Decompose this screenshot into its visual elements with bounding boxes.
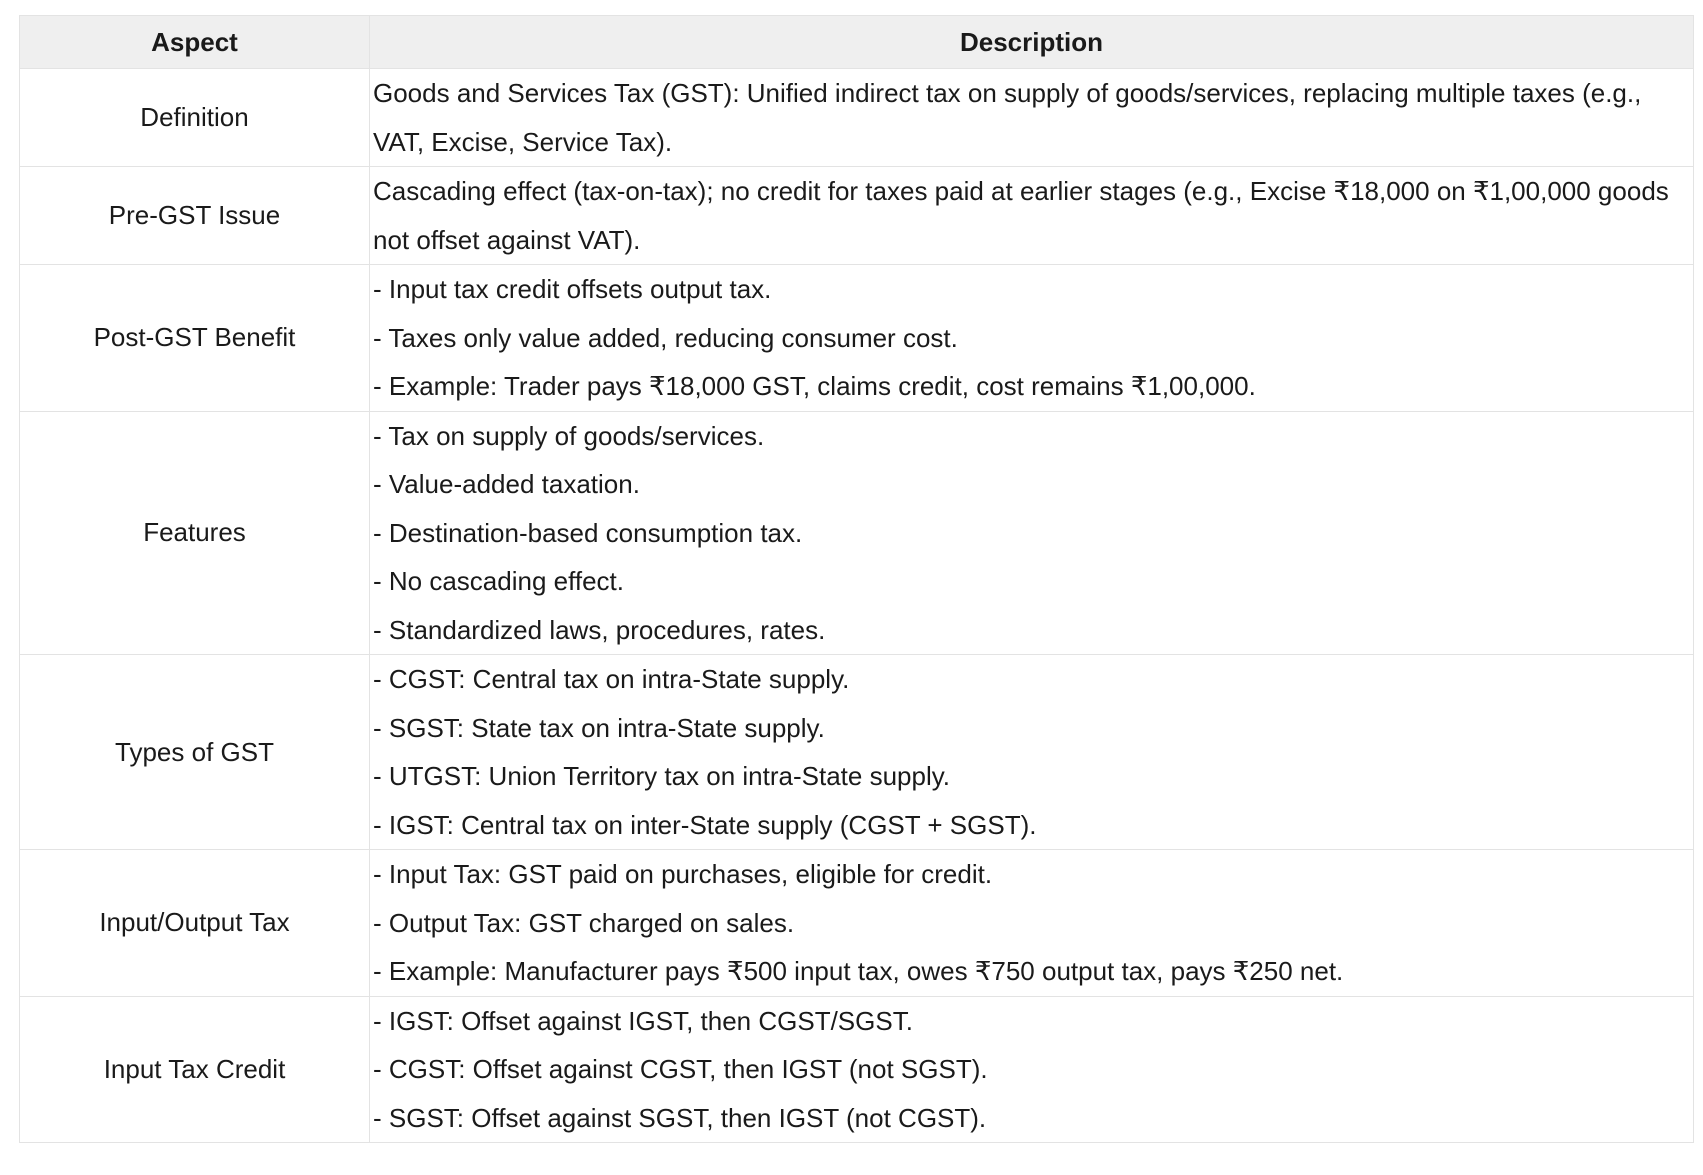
row-description (370, 850, 1694, 997)
description-line: Cascading effect (tax-on-tax); no credit for taxes paid at earlier stages (e.g., Excise ₹18,000 on ₹1,00,000 goods not offset against VAT). (373, 176, 1669, 255)
row-aspect: Post-GST Benefit (20, 265, 370, 412)
description-line: - CGST: Central tax on intra-State supply. (373, 664, 850, 694)
table-row (20, 167, 1694, 265)
row-aspect: Types of GST (20, 655, 370, 850)
header-description: Description (370, 16, 1694, 69)
row-description (370, 167, 1694, 265)
description-line: - Standardized laws, procedures, rates. (373, 614, 826, 645)
table-row (20, 655, 1694, 850)
table-row (20, 265, 1694, 412)
description-line: - Example: Trader pays ₹18,000 GST, claims credit, cost remains ₹1,00,000. (373, 371, 1256, 401)
row-description (370, 655, 1694, 850)
description-line: - SGST: Offset against SGST, then IGST (not CGST). (373, 1102, 987, 1133)
row-description (370, 69, 1694, 167)
table-header-row (20, 16, 1694, 69)
description-line: - No cascading effect. (373, 566, 624, 596)
description-line: - Input Tax: GST paid on purchases, eligible for credit. (373, 859, 993, 889)
description-line: - UTGST: Union Territory tax on intra-State supply. (373, 761, 951, 791)
description-line: Goods and Services Tax (GST): Unified indirect tax on supply of goods/services, replacing multiple taxes (e.g., VAT, Excise, Service Tax). (373, 78, 1642, 157)
row-aspect: Input Tax Credit (20, 996, 370, 1143)
row-description (370, 996, 1694, 1143)
table-row (20, 996, 1694, 1143)
row-aspect: Input/Output Tax (20, 850, 370, 997)
row-aspect: Features (20, 411, 370, 655)
row-description (370, 411, 1694, 655)
description-line: - Example: Manufacturer pays ₹500 input tax, owes ₹750 output tax, pays ₹250 net. (373, 956, 1344, 986)
description-line: - Value-added taxation. (373, 469, 640, 499)
row-description (370, 265, 1694, 412)
table-row (20, 411, 1694, 655)
gst-table-container (19, 15, 1693, 1143)
description-line: - SGST: State tax on intra-State supply. (373, 712, 825, 743)
gst-table (19, 15, 1694, 1143)
row-aspect: Pre-GST Issue (20, 167, 370, 265)
table-row (20, 69, 1694, 167)
row-aspect: Definition (20, 69, 370, 167)
description-line: - CGST: Offset against CGST, then IGST (not SGST). (373, 1054, 988, 1084)
description-line: - IGST: Central tax on inter-State supply (CGST + SGST). (373, 809, 1037, 840)
description-line: - Destination-based consumption tax. (373, 517, 803, 548)
description-line: - Taxes only value added, reducing consumer cost. (373, 322, 958, 353)
description-line: - Output Tax: GST charged on sales. (373, 907, 795, 938)
description-line: - Input tax credit offsets output tax. (373, 274, 772, 304)
header-aspect: Aspect (20, 16, 370, 69)
description-line: - IGST: Offset against IGST, then CGST/SGST. (373, 1005, 913, 1036)
table-row (20, 850, 1694, 997)
description-line: - Tax on supply of goods/services. (373, 420, 765, 451)
